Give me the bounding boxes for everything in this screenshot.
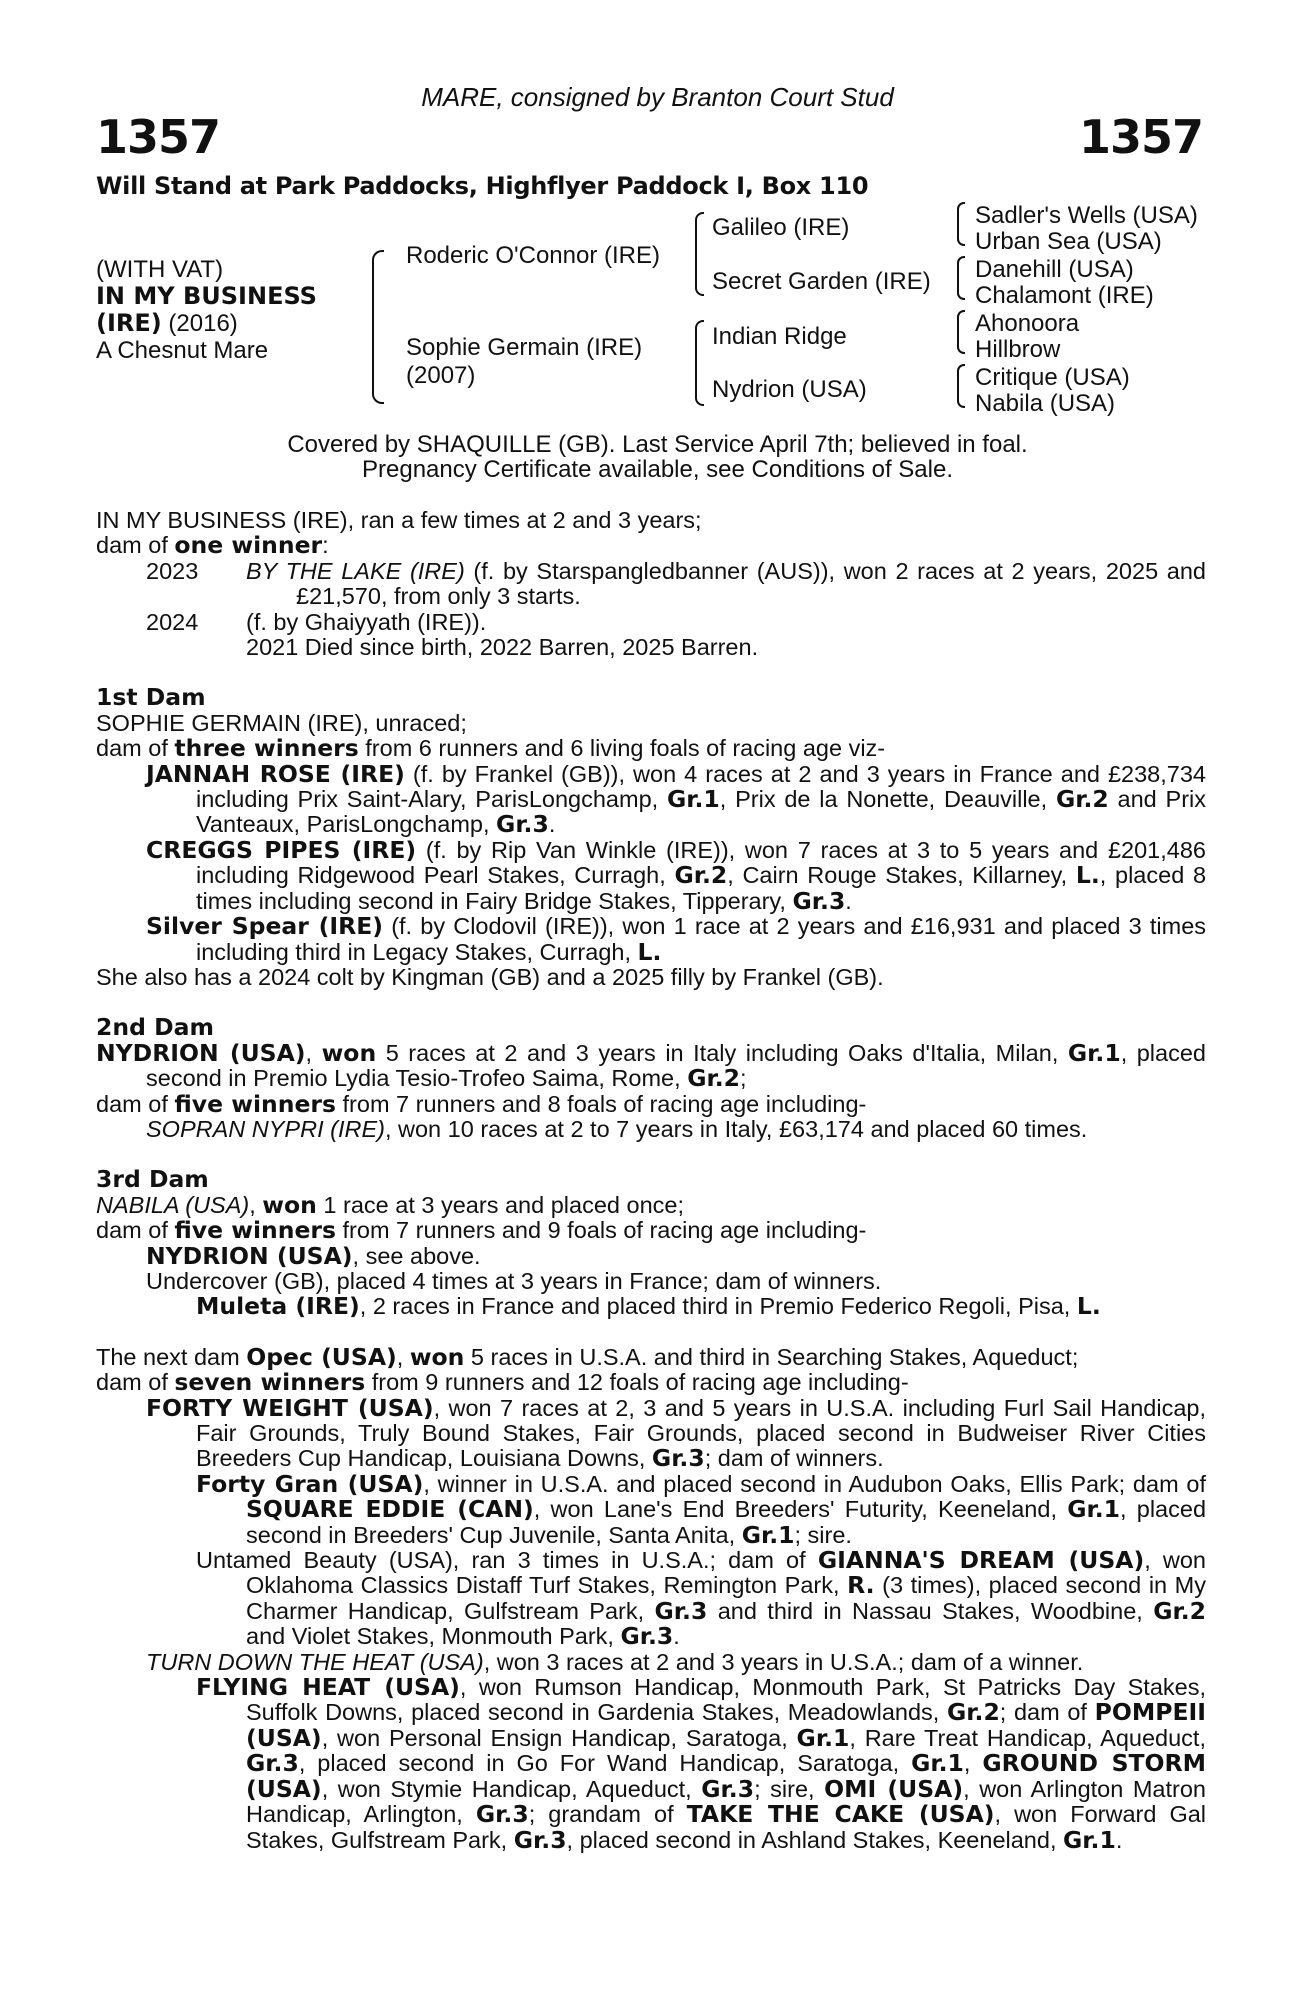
grade: Gr.2 <box>946 1698 1000 1727</box>
text: , placed second in Go For Wand Handicap, Saratoga, <box>298 1750 912 1777</box>
winners-count: one winner <box>174 531 323 560</box>
grade: Gr.2 <box>687 1064 740 1093</box>
first-dam-of <box>96 736 1206 761</box>
grade: L. <box>637 937 662 966</box>
text: from 6 runners and 6 living foals of racing age viz- <box>358 735 886 762</box>
pedigree-brace-ss <box>957 202 965 246</box>
pedigree-brace-dam <box>695 320 704 406</box>
pedigree-sire: Roderic O'Connor (IRE) <box>406 242 660 269</box>
third-dam-entry-1 <box>96 1241 1206 1270</box>
covering-line-2: Pregnancy Certificate available, see Conditions of Sale. <box>362 456 953 483</box>
first-dam-entry-1 <box>96 759 1206 839</box>
text: , won 10 races at 2 to 7 years in Italy, £63,174 and placed 60 times. <box>384 1115 1088 1142</box>
text: , placed 8 times including second in Fairy Bridge Stakes, Tipperary, <box>196 862 1207 914</box>
first-dam-entry-3 <box>96 914 1206 965</box>
grade: Gr.1 <box>911 1749 964 1778</box>
pedigree-ddd: Nabila (USA) <box>975 390 1116 417</box>
next-dam-of <box>96 1370 1206 1395</box>
horse-name: SQUARE EDDIE (CAN) <box>246 1495 534 1524</box>
produce-year: 2023 <box>146 557 199 584</box>
text: dam of <box>96 735 175 762</box>
text: and Violet Stakes, Monmouth Park, <box>246 1623 621 1650</box>
pedigree-sss: Sadler's Wells (USA) <box>975 202 1198 229</box>
winners-count: three winners <box>174 734 359 763</box>
third-dam-entry-3 <box>96 1294 1206 1319</box>
text: dam of <box>96 1217 175 1244</box>
text: ; sire, <box>754 1775 825 1802</box>
horse-name: GIANNA'S DREAM (USA) <box>817 1546 1145 1575</box>
covering-line-1: Covered by SHAQUILLE (GB). Last Service April 7th; believed in foal. <box>287 431 1028 458</box>
next-dam-entry-forty-gran <box>96 1469 1207 1549</box>
grade: Gr.1 <box>741 1520 795 1549</box>
text: (f. by Clodovil (IRE)), won 1 race at 2 years and £16,931 and placed 3 times including third in Legacy Stakes, Curragh, <box>196 913 1207 965</box>
won-label: won <box>321 1038 377 1067</box>
pedigree-sds: Danehill (USA) <box>975 256 1134 283</box>
intro-dam-of <box>96 533 1206 558</box>
horse-name: FLYING HEAT (USA) <box>196 1673 460 1702</box>
text: , placed second in Breeders' Cup Juvenile, Santa Anita, <box>246 1496 1207 1548</box>
text: and third in Nassau Stakes, Woodbine, <box>707 1597 1154 1624</box>
text: ; sire. <box>794 1521 852 1548</box>
text: from 7 runners and 9 foals of racing age including- <box>335 1217 867 1244</box>
grade: Gr.1 <box>1067 1038 1121 1067</box>
text: The next dam <box>96 1343 247 1370</box>
horse-name: Muleta (IRE) <box>196 1292 360 1321</box>
text: (f. by Starspangledbanner (AUS)), won 2 races at 2 years, 2025 and £21,570, from only 3 starts. <box>296 557 1206 610</box>
text: 5 races at 2 and 3 years in Italy including Oaks d'Italia, Milan, <box>376 1039 1068 1066</box>
pedigree-dam-sire: Indian Ridge <box>712 323 847 350</box>
grade: Gr.1 <box>1063 1825 1116 1854</box>
grade: Gr.3 <box>475 1800 529 1829</box>
pedigree-sdd: Chalamont (IRE) <box>975 282 1154 309</box>
horse-description: A Chesnut Mare <box>96 337 269 364</box>
grade: Gr.3 <box>513 1825 567 1854</box>
text: , won Arlington Matron Handicap, Arlington, <box>246 1775 1206 1828</box>
text: , won Lane's End Breeders' Futurity, Keeneland, <box>533 1496 1068 1523</box>
text: , won Oklahoma Classics Distaff Turf Stakes, Remington Park, <box>246 1547 1206 1599</box>
next-dam-line: The next dam Opec (USA), won 5 races in U.S.A. and third in Searching Stakes, Aqueduct; <box>96 1342 1079 1371</box>
text: , placed second in Premio Lydia Tesio-Trofeo Saima, Rome, <box>146 1039 1206 1092</box>
second-dam-heading: 2nd Dam <box>96 1013 214 1042</box>
vat-note: (WITH VAT) <box>96 256 224 283</box>
horse-name: NABILA (USA) <box>96 1191 250 1218</box>
next-dam-entry-forty-weight <box>96 1393 1206 1473</box>
pedigree-ssd: Urban Sea (USA) <box>975 228 1162 255</box>
text: and Prix Vanteaux, ParisLongchamp, <box>196 786 1206 838</box>
grade: Gr.1 <box>1067 1495 1121 1524</box>
grade: Gr.1 <box>666 785 720 814</box>
text: ; grandam of <box>528 1801 687 1828</box>
consignment-line: MARE, consigned by Branton Court Stud <box>421 82 894 112</box>
produce-text: (f. by Ghaiyyath (IRE)). <box>246 608 487 635</box>
grade: L. <box>1076 1292 1101 1321</box>
pedigree-brace-sire <box>695 212 704 296</box>
horse-name: GROUND STORM (USA) <box>246 1749 1206 1803</box>
grade: Gr.3 <box>651 1444 705 1473</box>
text: ; <box>740 1065 747 1092</box>
text: , 2 races in France and placed third in Premio Federico Regoli, Pisa, <box>359 1293 1077 1320</box>
horse-name: OMI (USA) <box>824 1774 964 1803</box>
second-dam-entry-1 <box>96 1117 1206 1142</box>
horse-year: (2016) <box>168 310 238 337</box>
text: : <box>322 532 329 559</box>
grade: Gr.2 <box>674 861 728 890</box>
third-dam-entry-2: Undercover (GB), placed 4 times at 3 years in France; dam of winners. <box>146 1267 882 1294</box>
next-dam-entry-turn-down-the-heat <box>96 1650 1206 1675</box>
horse-name: Opec (USA) <box>246 1342 397 1371</box>
third-dam-heading: 3rd Dam <box>96 1165 209 1194</box>
grade: Gr.2 <box>1055 785 1109 814</box>
first-dam-entry-2 <box>96 835 1207 915</box>
lot-number-right: 1357 <box>1078 110 1203 164</box>
horse-name: JANNAH ROSE (IRE) <box>146 759 405 788</box>
text: . <box>845 887 852 914</box>
text: , won Stymie Handicap, Aqueduct, <box>321 1775 702 1802</box>
second-dam-line: NYDRION (USA), won 5 races at 2 and 3 years in Italy including Oaks d'Italia, Milan, Gr.1, placed second in Premio Lydia Tesio-Trofeo Saima, Rome, Gr.2; <box>96 1038 1206 1093</box>
next-dam-entry-flying-heat <box>96 1675 1206 1853</box>
produce-record <box>96 508 1206 1853</box>
text: ; dam of winners. <box>704 1445 884 1472</box>
won-label: won <box>409 1342 465 1371</box>
horse-name: SOPRAN NYPRI (IRE) <box>146 1115 385 1142</box>
third-dam-line: NABILA (USA), won 1 race at 3 years and placed once; <box>96 1190 684 1219</box>
winners-count: five winners <box>174 1216 336 1245</box>
second-dam-of <box>96 1089 1206 1118</box>
horse-name: NYDRION (USA) <box>96 1038 306 1067</box>
pedigree-sire-sire: Galileo (IRE) <box>712 214 850 241</box>
produce-2024 <box>96 610 1206 635</box>
grade: Gr.3 <box>792 886 846 915</box>
text: , Prix de la Nonette, Deauville, <box>719 786 1056 813</box>
winners-count: five winners <box>174 1089 336 1118</box>
produce-name: BY THE LAKE (IRE) <box>246 557 465 584</box>
horse-name: Silver Spear (IRE) <box>146 912 384 941</box>
pedigree-dam-year: (2007) <box>406 362 476 389</box>
horse-name: IN MY BUSINESS <box>96 282 317 310</box>
first-dam-heading: 1st Dam <box>96 683 206 712</box>
produce-text <box>246 559 1206 610</box>
grade: Gr.3 <box>701 1774 755 1803</box>
text: , <box>963 1750 983 1777</box>
covering-note <box>0 432 1315 482</box>
pedigree-dss: Ahonoora <box>975 310 1080 337</box>
text: . <box>1115 1826 1123 1853</box>
text: dam of <box>96 532 175 559</box>
horse-name: CREGGS PIPES (IRE) <box>146 835 417 864</box>
next-dam-entry-untamed-beauty <box>96 1548 1206 1650</box>
grade: Gr.3 <box>654 1596 708 1625</box>
produce-other: 2021 Died since birth, 2022 Barren, 2025 Barren. <box>246 634 759 661</box>
text: , won 7 races at 2, 3 and 5 years in U.S.A. including Furl Sail Handicap, Fair Grounds, Truly Bound Stakes, Fair Grounds, placed second in Budweiser River Cities Breeders Cup Handicap, Louisiana Downs, <box>196 1394 1206 1472</box>
grade: Gr.3 <box>496 810 549 839</box>
text: from 9 runners and 12 foals of racing age including- <box>365 1369 909 1396</box>
text: (3 times), placed second in My Charmer Handicap, Gulfstream Park, <box>246 1572 1207 1624</box>
text: , won Personal Ensign Handicap, Saratoga, <box>321 1724 797 1751</box>
pedigree-dam: Sophie Germain (IRE) <box>406 334 643 361</box>
horse-name: FORTY WEIGHT (USA) <box>146 1393 434 1422</box>
pedigree-dam-dam: Nydrion (USA) <box>712 376 867 403</box>
horse-name: NYDRION (USA) <box>146 1241 353 1270</box>
text: , Rare Treat Handicap, Aqueduct, <box>849 1724 1206 1751</box>
text: Untamed Beauty (USA), ran 3 times in U.S.A.; dam of <box>196 1547 818 1574</box>
horse-country: (IRE) <box>96 309 162 337</box>
text: ; dam of <box>999 1699 1095 1726</box>
text: (f. by Rip Van Winkle (IRE)), won 7 races at 3 to 5 years and £201,486 including Ridgewood Pearl Stakes, Curragh, <box>196 836 1206 889</box>
pedigree-brace-ds <box>957 310 965 354</box>
text: dam of <box>96 1090 175 1117</box>
pedigree-sire-dam: Secret Garden (IRE) <box>712 268 931 295</box>
grade: Gr.3 <box>246 1749 299 1778</box>
pedigree-brace-dd <box>957 364 965 408</box>
stabling-location: Will Stand at Park Paddocks, Highflyer Paddock I, Box 110 <box>96 172 869 200</box>
pedigree-dds: Critique (USA) <box>975 364 1130 391</box>
text: 5 races in U.S.A. and third in Searching Stakes, Aqueduct; <box>464 1343 1079 1370</box>
grade: Gr.1 <box>796 1723 850 1752</box>
lot-number-left: 1357 <box>96 110 221 164</box>
horse-identity <box>96 256 317 364</box>
pedigree-brace-sd <box>957 256 965 300</box>
text: , Cairn Rouge Stakes, Killarney, <box>727 862 1076 889</box>
grade: L. <box>1075 861 1100 890</box>
won-label: won <box>262 1190 317 1219</box>
horse-name: POMPEII (USA) <box>246 1698 1206 1752</box>
horse-name: TURN DOWN THE HEAT (USA) <box>146 1648 484 1675</box>
grade: Gr.2 <box>1153 1596 1206 1625</box>
text: , placed second in Ashland Stakes, Keeneland, <box>566 1826 1064 1853</box>
text: , won 3 races at 2 and 3 years in U.S.A.; dam of a winner. <box>483 1648 1084 1675</box>
produce-year: 2024 <box>146 608 199 635</box>
grade: Gr.3 <box>620 1622 674 1651</box>
third-dam-of <box>96 1218 1206 1243</box>
first-dam-also: She also has a 2024 colt by Kingman (GB) and a 2025 filly by Frankel (GB). <box>96 963 884 990</box>
text: . <box>548 811 556 838</box>
text: , see above. <box>352 1242 481 1269</box>
text: , winner in U.S.A. and placed second in Audubon Oaks, Ellis Park; dam of <box>423 1470 1206 1497</box>
intro-line: IN MY BUSINESS (IRE), ran a few times at 2 and 3 years; <box>96 507 702 533</box>
text: from 7 runners and 8 foals of racing age including- <box>335 1090 867 1117</box>
horse-name-line2 <box>96 310 317 337</box>
horse-name: TAKE THE CAKE (USA) <box>686 1800 995 1829</box>
text: , won Rumson Handicap, Monmouth Park, St Patricks Day Stakes, Suffolk Downs, placed second in Gardenia Stakes, Meadowlands, <box>246 1674 1206 1726</box>
first-dam-line: SOPHIE GERMAIN (IRE), unraced; <box>96 709 467 736</box>
grade: R. <box>847 1571 875 1600</box>
text: . <box>673 1623 680 1650</box>
produce-2023 <box>96 559 1206 610</box>
winners-count: seven winners <box>174 1368 366 1397</box>
pedigree-brace-main <box>372 250 384 404</box>
horse-name: Forty Gran (USA) <box>196 1469 424 1498</box>
text: (f. by Frankel (GB)), won 4 races at 2 and 3 years in France and £238,734 including Prix Saint-Alary, ParisLongchamp, <box>196 760 1206 813</box>
text: 1 race at 3 years and placed once; <box>316 1191 684 1218</box>
text: , won Forward Gal Stakes, Gulfstream Park, <box>246 1801 1207 1853</box>
pedigree-dsd: Hillbrow <box>975 336 1061 363</box>
text: dam of <box>96 1369 175 1396</box>
